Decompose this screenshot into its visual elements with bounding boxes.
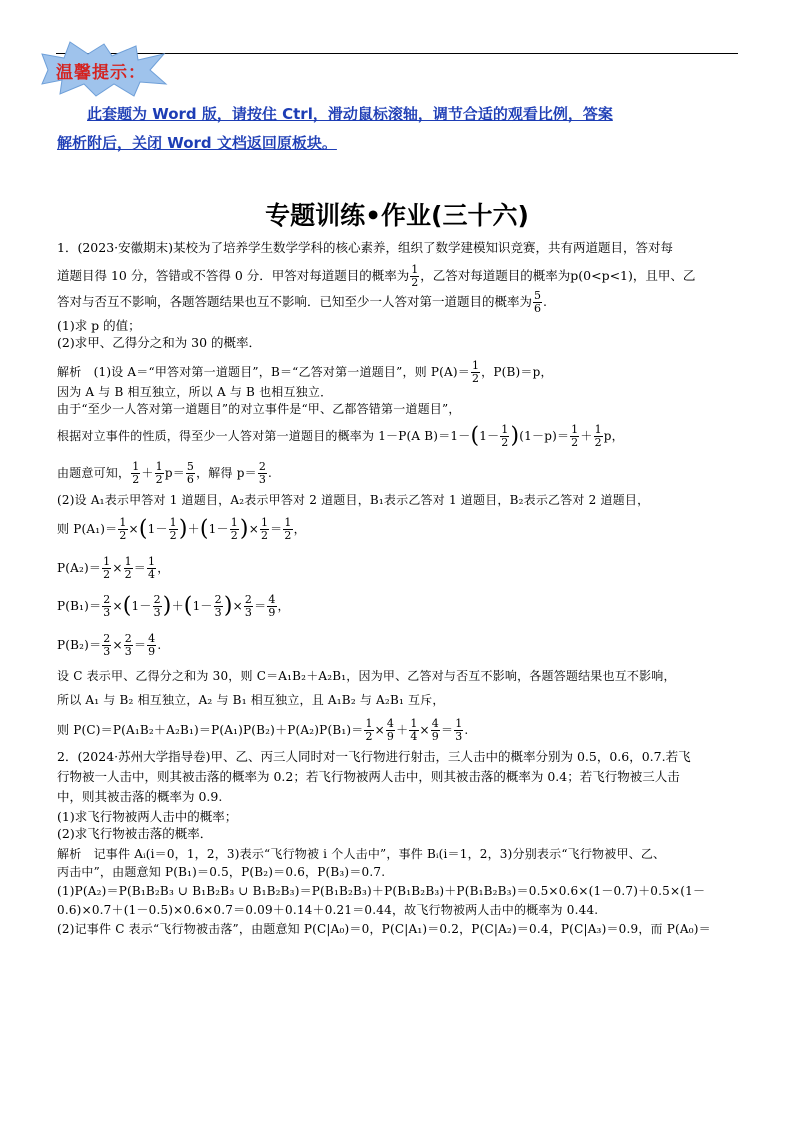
fraction: $\frac{1}{2}$ [501,423,509,449]
q1-line-2c: p(0<p<1)，且甲、乙 [570,268,696,283]
fraction: $\frac{1}{2}$ [594,423,602,449]
fraction: $\frac{5}{6}$ [534,289,542,315]
prob-a2-label: P(A₂)＝ [57,561,102,575]
a1-line-3: 由于“至少一人答对第一道题目”的对立事件是“甲、乙都答错第一道题目”， [57,402,461,416]
fraction: $\frac{1}{2}$ [471,359,480,385]
a1-line-4: 根据对立事件的性质，得至少一人答对第一道题目的概率为 1－P(A B)＝1－(1－ $\frac{1}{2}$ )(1－p)＝ $\frac{1}{2}$ ＋ $\frac{1}{2}$ p， [57,423,624,449]
a1-c-line-1: 设 C 表示甲、乙得分之和为 30，则 C＝A₁B₂＋A₂B₁，因为甲、乙答对与否互不影响，各题答题结果也互不影响， [57,669,676,683]
a1-line-1b: ，P(B)＝p， [481,365,553,379]
a2-line-4: 0.6)×0.7＋(1－0.5)×0.6×0.7＝0.09＋0.14＋0.21＝0.44，故飞行物被两人击中的概率为 0.44. [57,903,599,917]
a2-line-5: (2)记事件 C 表示“飞行物被击落”，由题意知 P(C|A₀)＝0，P(C|A₁)＝0.2，P(C|A₂)＝0.4，P(C|A₃)＝0.9，而 P(A₀)＝ [57,922,711,936]
a2-line-3: (1)P(A₂)＝P(B₁B₂B₃ ∪ B₁B₂B₃ ∪ B₁B₂B₃)＝P(B₁B₂B₃)＋P(B₁B₂B₃)＋P(B₁B₂B₃)＝0.5×0.6×(1－0.7)＋0.5×(1－ [57,884,706,898]
q1-line-2a: 道题目得 10 分，答错或不答得 0 分．甲答对每道题目的概率为 [57,268,410,283]
q2-sub-2: (2)求飞行物被击落的概率． [57,826,213,841]
a1-line-1 [57,360,553,385]
fraction: $\frac{5}{6}$ [186,460,195,486]
a1-line-5b: ，解得 p＝ [196,466,257,480]
q1-line-1: 1．(2023·安徽期末)某校为了培养学生数学学科的核心素养，组织了数学建模知识竞赛，共有两道题目，答对每 [57,240,673,255]
fraction: $\frac{2}{3}$ [258,460,267,486]
fraction: $\frac{1}{2}$ [132,460,140,486]
q1-sub-2: (2)求甲、乙得分之和为 30 的概率． [57,335,262,350]
q1-line-2b: ，乙答对每道题目的概率为 [420,268,571,283]
fraction: $\frac{1}{2}$ [571,423,579,449]
badge-label: 温馨提示： [56,63,146,83]
a1-c-line-2: 所以 A₁ 与 B₂ 相互独立，A₂ 与 B₁ 相互独立，且 A₁B₂ 与 A₂B₁ 互斥， [57,693,445,707]
a1-line-5a: 由题意可知， [57,466,131,480]
tip-line-1: 此套题为 Word 版，请按住 Ctrl，滑动鼠标滚轴，调节合适的观看比例，答案 [87,105,613,123]
prob-b2: P(B₂)＝ $\frac{2}{3}$ × $\frac{2}{3}$ ＝ $\frac{4}{9}$ . [57,632,162,658]
a1-line-4a: 根据对立事件的性质，得至少一人答对第一道题目的概率为 1－P(A B)＝1－ [57,429,471,443]
fraction: $\frac{1}{2}$ [155,460,163,486]
prob-a1: 则 P(A₁)＝ $\frac{1}{2}$ ×(1－ $\frac{1}{2}$ )＋(1－ $\frac{1}{2}$ )× $\frac{1}{2}$ ＝ $\frac{1}{2}$ ， [57,516,306,542]
a1-c-line-3-text: 则 P(C)＝P(A₁B₂＋A₂B₁)＝P(A₁)P(B₂)＋P(A₂)P(B₁)＝ [57,723,364,737]
fraction: $\frac{1}{2}$ [411,263,419,289]
a1-line-1a: 解析 (1)设 A＝“甲答对第一道题目”，B＝“乙答对第一道题目”，则 P(A)＝ [57,365,470,379]
q2-sub-1: (1)求飞行物被两人击中的概率； [57,809,238,824]
prob-a2: P(A₂)＝ $\frac{1}{2}$ × $\frac{1}{2}$ ＝ $\frac{1}{4}$ ， [57,555,170,581]
a2-line-2: 丙击中”，由题意知 P(B₁)＝0.5，P(B₂)＝0.6，P(B₃)＝0.7. [57,865,386,879]
q1-sub-1: (1)求 p 的值； [57,318,141,333]
a1-line-5: 由题意可知， $\frac{1}{2}$ ＋ $\frac{1}{2}$ p＝ $\frac{5}{6}$ ，解得 p＝ $\frac{2}{3}$ . [57,460,273,486]
q1-line-2 [57,264,695,289]
q2-line-1: 2．(2024·苏州大学指导卷)甲、乙、丙三人同时对一飞行物进行射击，三人击中的概率分别为 0.5，0.6，0.7.若飞 [57,749,691,764]
a1-c-line-3: 则 P(C)＝P(A₁B₂＋A₂B₁)＝P(A₁)P(B₂)＋P(A₂)P(B₁)＝ $\frac{1}{2}$ × $\frac{4}{9}$ ＋ $\frac{1}{4}$ × $\frac{4}{9}$ ＝ $\frac{1}{3}$ . [57,717,469,743]
prob-b1: P(B₁)＝ $\frac{2}{3}$ ×(1－ $\frac{2}{3}$ )＋(1－ $\frac{2}{3}$ )× $\frac{2}{3}$ ＝ $\frac{4}{9}$ ， [57,593,290,619]
tip-text [57,100,739,158]
a1-line-2: 因为 A 与 B 相互独立，所以 A 与 B 也相互独立． [57,385,333,399]
q2-line-2: 行物被一人击中，则其被击落的概率为 0.2；若飞行物被两人击中，则其被击落的概率为 0.4；若飞行物被三人击 [57,769,680,784]
a1-line-4b: (1－p)＝ [519,429,570,443]
page-title: 专题训练•作业(三十六) [265,201,529,230]
prob-a1-label: 则 P(A₁)＝ [57,522,118,536]
a2-line-1: 解析 记事件 Aᵢ(i＝0，1，2，3)表示“飞行物被 i 个人击中”，事件 Bᵢ(i＝1，2，3)分别表示“飞行物被甲、乙、 [57,847,666,861]
q2-line-3: 中，则其被击落的概率为 0.9. [57,789,223,804]
tip-line-2: 解析附后，关闭 Word 文档返回原板块。 [57,134,337,152]
q1-line-3-text: 答对与否互不影响，各题答题结果也互不影响．已知至少一人答对第一道题目的概率为 [57,294,533,309]
prob-b1-label: P(B₁)＝ [57,599,102,613]
prob-b2-label: P(B₂)＝ [57,638,102,652]
a1-line-6: (2)设 A₁表示甲答对 1 道题目，A₂表示甲答对 2 道题目，B₁表示乙答对 1 道题目，B₂表示乙答对 2 道题目， [57,493,650,507]
tip-badge [40,40,168,98]
q1-line-3: 答对与否互不影响，各题答题结果也互不影响．已知至少一人答对第一道题目的概率为 $\frac{5}{6}$ . [57,289,547,315]
